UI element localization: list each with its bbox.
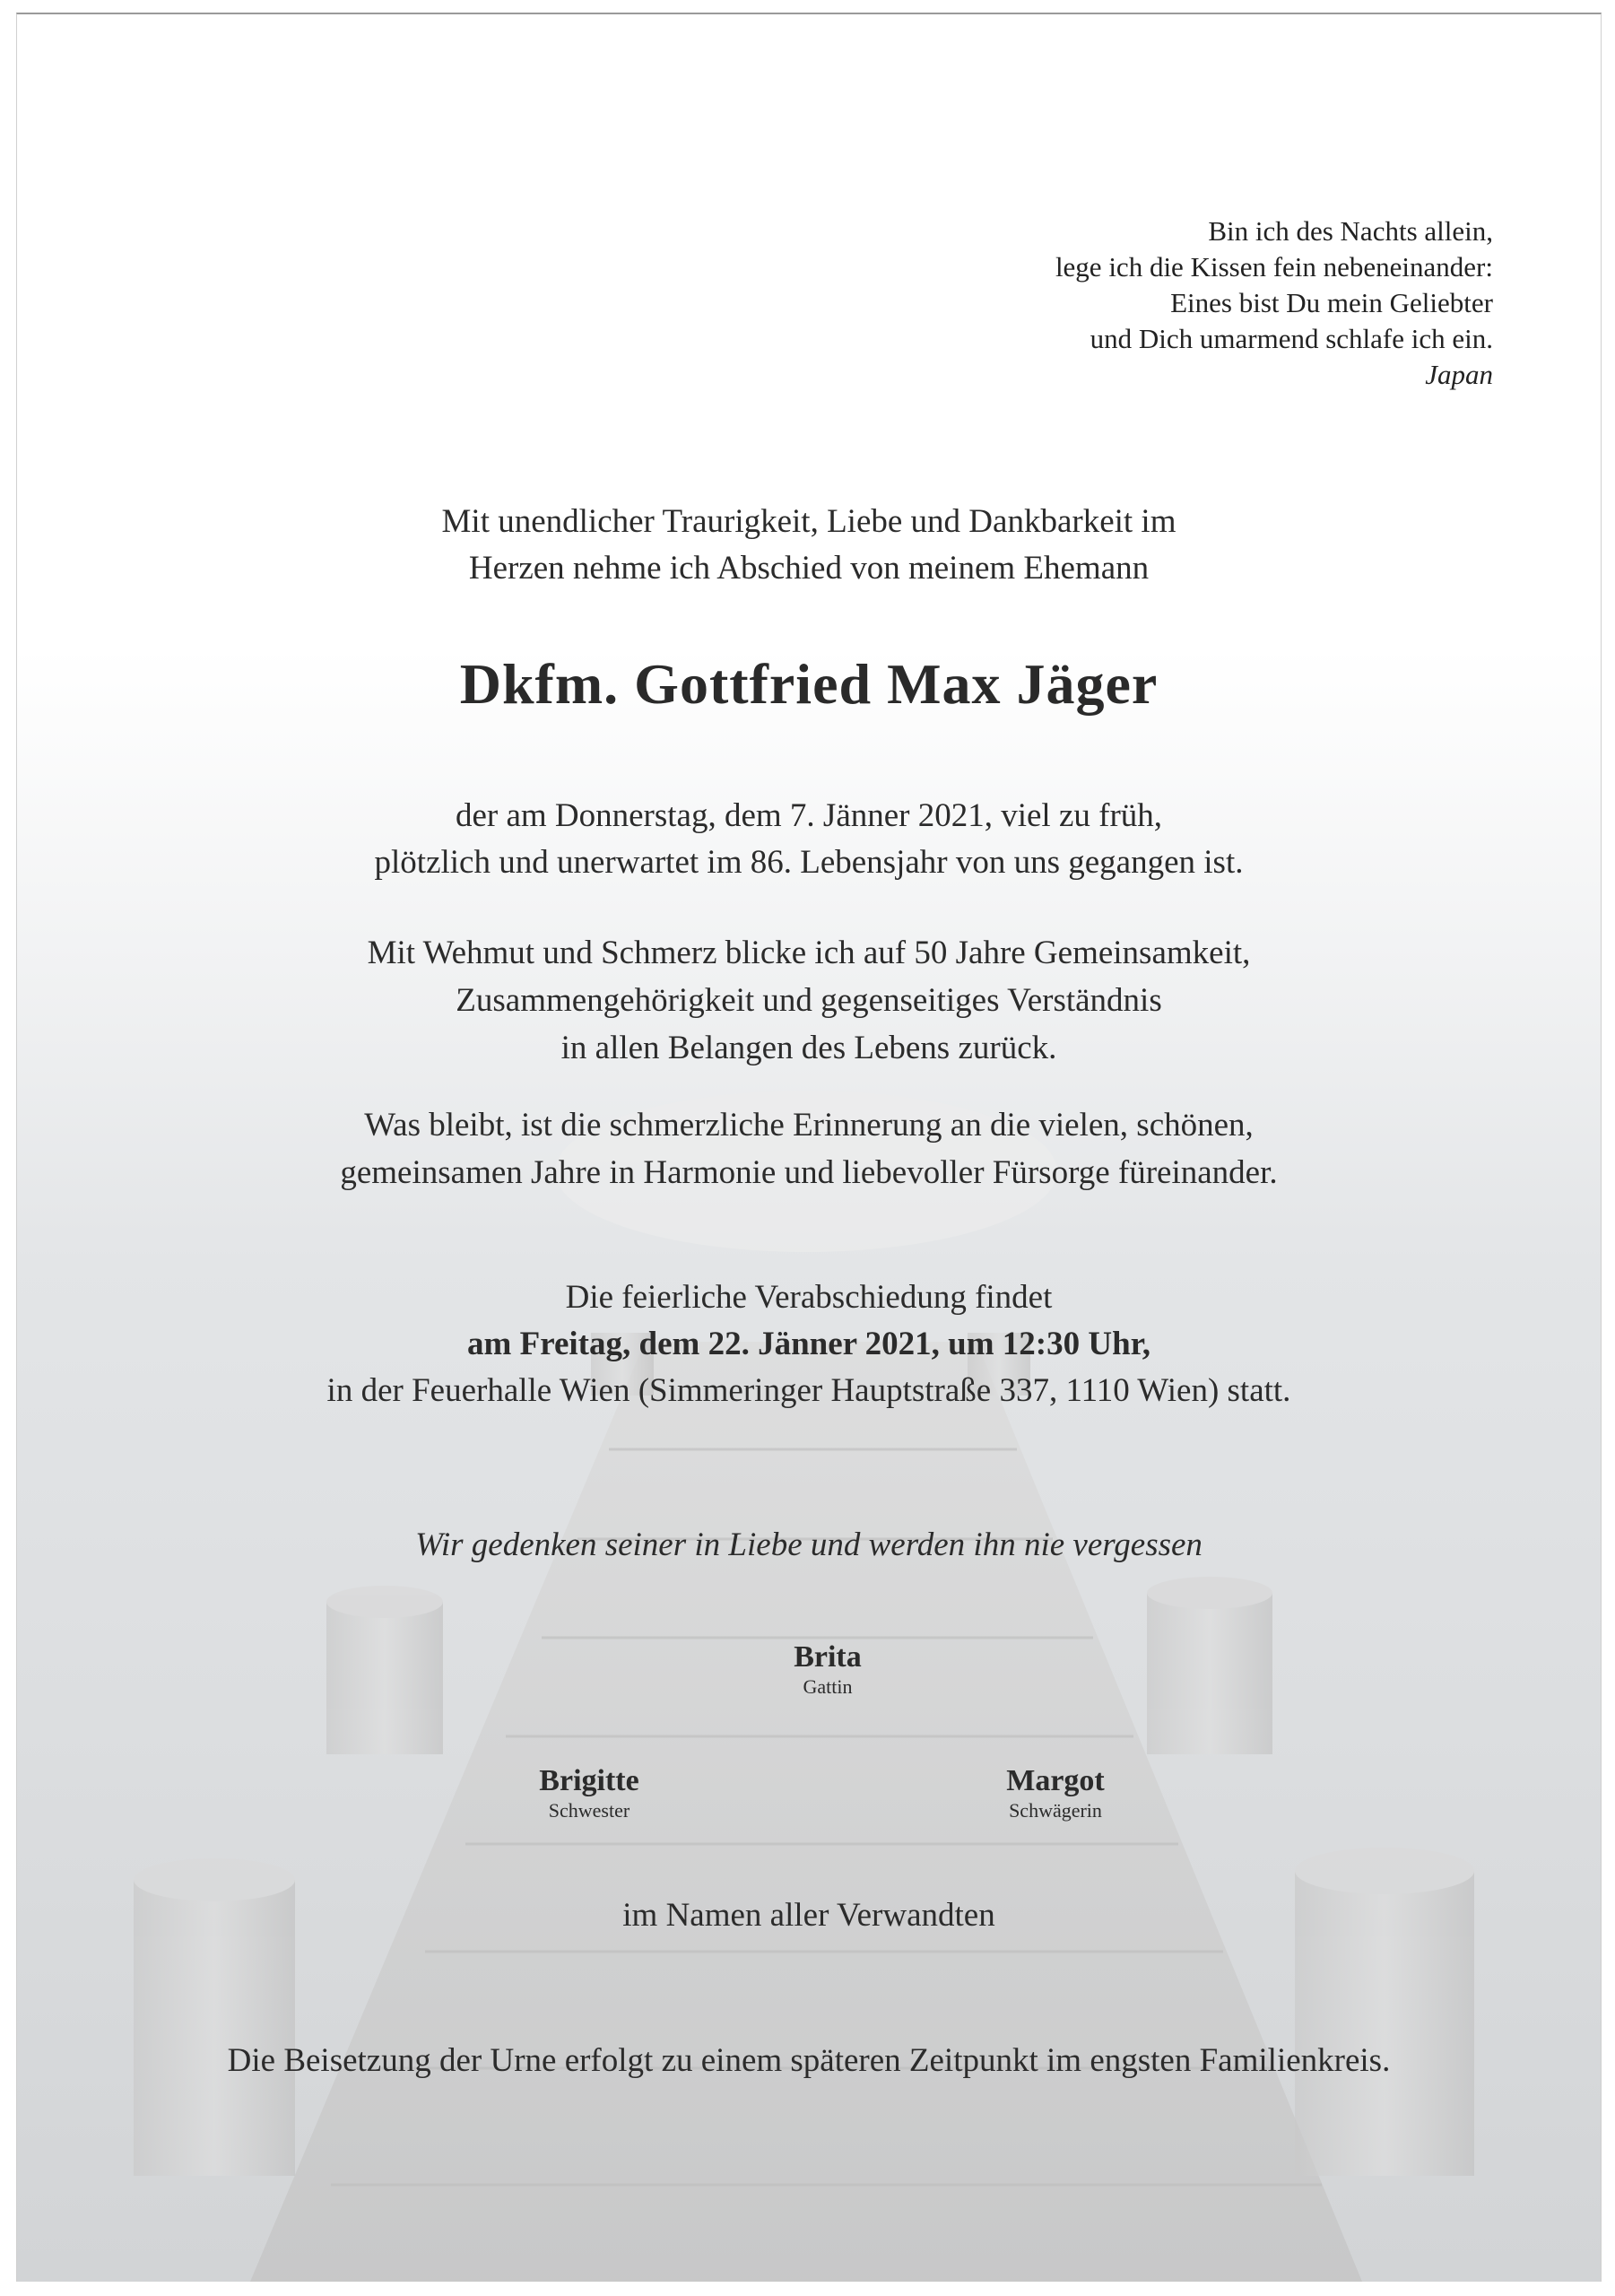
signatory-name: Brita xyxy=(794,1640,862,1674)
relatives-line: im Namen aller Verwandten xyxy=(622,1897,995,1934)
poem-line: Bin ich des Nachts allein, xyxy=(1208,215,1493,247)
poem-line: lege ich die Kissen fein nebeneinander: xyxy=(1055,251,1493,283)
intro-line: Herzen nehme ich Abschied von meinem Ehemann xyxy=(468,550,1150,587)
death-line: der am Donnerstag, dem 7. Jänner 2021, viel zu früh, xyxy=(455,797,1163,834)
ceremony-line: Die feierliche Verabschiedung findet xyxy=(565,1279,1053,1316)
memory-line: Was bleibt, ist die schmerzliche Erinnerung an die vielen, schönen, xyxy=(364,1107,1254,1144)
ceremony-location: in der Feuerhalle Wien (Simmeringer Hauptstraße 337, 1110 Wien) statt. xyxy=(326,1372,1291,1409)
signatory-role: Schwester xyxy=(548,1799,630,1822)
signatory-brita xyxy=(693,1639,962,1699)
memory-paragraph-1 xyxy=(17,929,1601,1072)
intro-line: Mit unendlicher Traurigkeit, Liebe und Dankbarkeit im xyxy=(441,503,1177,540)
remembrance-line: Wir gedenken seiner in Liebe und werden ihn nie vergessen xyxy=(415,1526,1203,1563)
intro-text xyxy=(17,499,1601,592)
memory-paragraph-2 xyxy=(17,1101,1601,1196)
poem xyxy=(1055,213,1493,393)
memory-line: gemeinsamen Jahre in Harmonie und liebevoller Fürsorge füreinander. xyxy=(340,1154,1278,1191)
obituary-content xyxy=(17,14,1601,2282)
signatory-name: Margot xyxy=(1006,1764,1105,1797)
poem-source: Japan xyxy=(1425,359,1493,390)
deceased-name: Dkfm. Gottfried Max Jäger xyxy=(459,652,1159,716)
signatory-role: Schwägerin xyxy=(1009,1799,1102,1822)
memory-line: in allen Belangen des Lebens zurück. xyxy=(560,1030,1057,1066)
signatory-name: Brigitte xyxy=(539,1764,639,1797)
death-line: plötzlich und unerwartet im 86. Lebensjahr von uns gegangen ist. xyxy=(374,844,1244,881)
memory-line: Mit Wehmut und Schmerz blicke ich auf 50 Jahre Gemeinsamkeit, xyxy=(367,935,1251,971)
signatory-brigitte xyxy=(455,1763,724,1822)
poem-line: Eines bist Du mein Geliebter xyxy=(1170,287,1493,318)
signatory-margot xyxy=(921,1763,1190,1822)
ceremony-info xyxy=(17,1274,1601,1414)
obituary-page xyxy=(16,13,1602,2282)
ceremony-date: am Freitag, dem 22. Jänner 2021, um 12:30 Uhr, xyxy=(467,1326,1150,1362)
signatory-role: Gattin xyxy=(803,1675,853,1698)
memory-line: Zusammengehörigkeit und gegenseitiges Verständnis xyxy=(456,982,1162,1019)
burial-notice: Die Beisetzung der Urne erfolgt zu einem späteren Zeitpunkt im engsten Familienkreis. xyxy=(227,2042,1391,2079)
death-notice xyxy=(17,793,1601,886)
poem-line: und Dich umarmend schlafe ich ein. xyxy=(1090,323,1493,354)
